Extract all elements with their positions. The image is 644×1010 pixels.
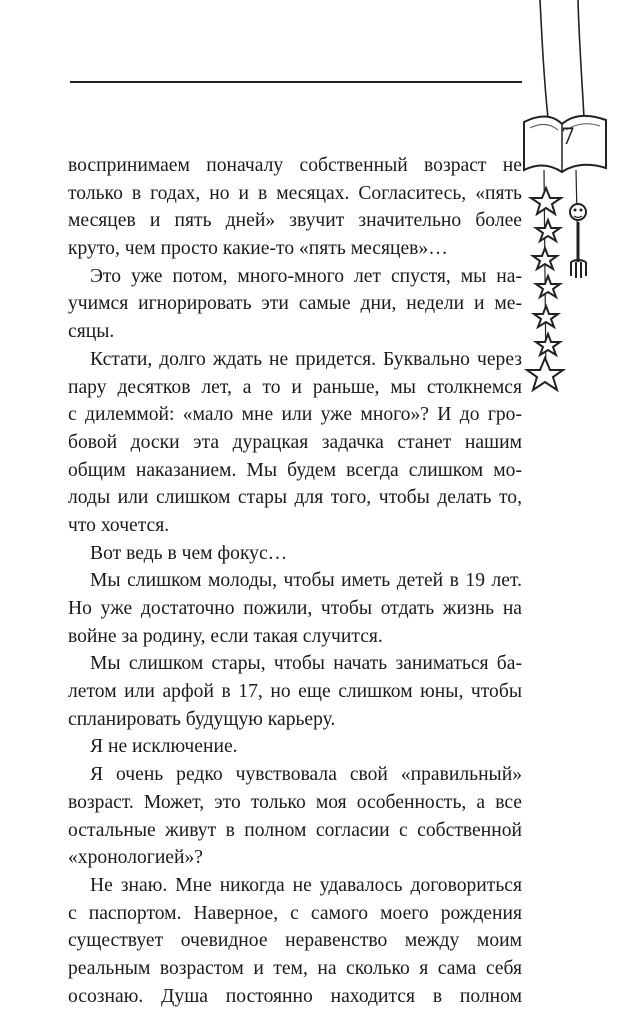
text-line: с паспортом. Наверное, с самого моего рождения [68, 902, 522, 924]
text-line: осознаю. Душа постоянно находится в полном [68, 985, 522, 1007]
text-line: возраст. Может, это только моя особенность, а все [68, 791, 522, 813]
text-line: общим наказанием. Мы будем всегда слишком мо- [68, 459, 522, 481]
text-line: летом или арфой в 17, но еще слишком юны, чтобы [68, 681, 522, 703]
text-line: воспринимаем поначалу собственный возраст не [68, 155, 522, 176]
text-line: Мы слишком молоды, чтобы иметь детей в 19 лет. [90, 570, 522, 592]
text-line: Мы слишком стары, чтобы начать заниматься ба- [90, 653, 522, 675]
text-line: реальным возрастом и тем, на сколько я сама себя [68, 957, 522, 979]
text-line: Не знаю. Мне никогда не удавалось договориться [90, 874, 522, 896]
text-line: войне за родину, если такая случится. [68, 625, 383, 647]
text-line: учимся игнорировать эти самые дни, недели и ме- [68, 293, 522, 315]
text-line: остальные живут в полном согласии с собственной [68, 819, 522, 841]
text-line: Я очень редко чувствовала свой «правильный» [90, 764, 522, 786]
text-line: Кстати, долго ждать не придется. Буквально через [90, 348, 522, 370]
text-line: спланировать будущую карьеру. [68, 708, 336, 730]
text-line: Вот ведь в чем фокус… [90, 542, 288, 564]
text-line: только в годах, но и в месяцах. Согласитесь, «пять [68, 182, 522, 204]
header-rule [70, 81, 522, 83]
text-line: с дилеммой: «мало мне или уже много»? И до гро- [68, 404, 522, 426]
text-line: Это уже потом, много-много лет спустя, мы на- [90, 265, 522, 287]
text-line: месяцев и пять дней» звучит значительно более [68, 210, 522, 232]
text-line: существует очевидное неравенство между моим [68, 930, 522, 952]
text-line: «хронологией»? [68, 847, 203, 869]
body-text [68, 152, 522, 1010]
text-line: сяцы. [68, 321, 115, 343]
text-line: круто, чем просто какие-то «пять месяцев»… [68, 238, 448, 260]
text-line: Я не исключение. [90, 736, 238, 758]
text-line: Но уже достаточно пожили, чтобы отдать жизнь на [68, 598, 522, 619]
text-line: лоды или слишком стары для того, чтобы делать то, [68, 487, 522, 509]
text-line: что хочется. [68, 514, 170, 536]
text-line: бовой доски эта дурацкая задачка станет нашим [68, 431, 522, 453]
text-line: пару десятков лет, а то и раньше, мы столкнемся [68, 376, 522, 398]
page-number: 7 [561, 125, 575, 150]
